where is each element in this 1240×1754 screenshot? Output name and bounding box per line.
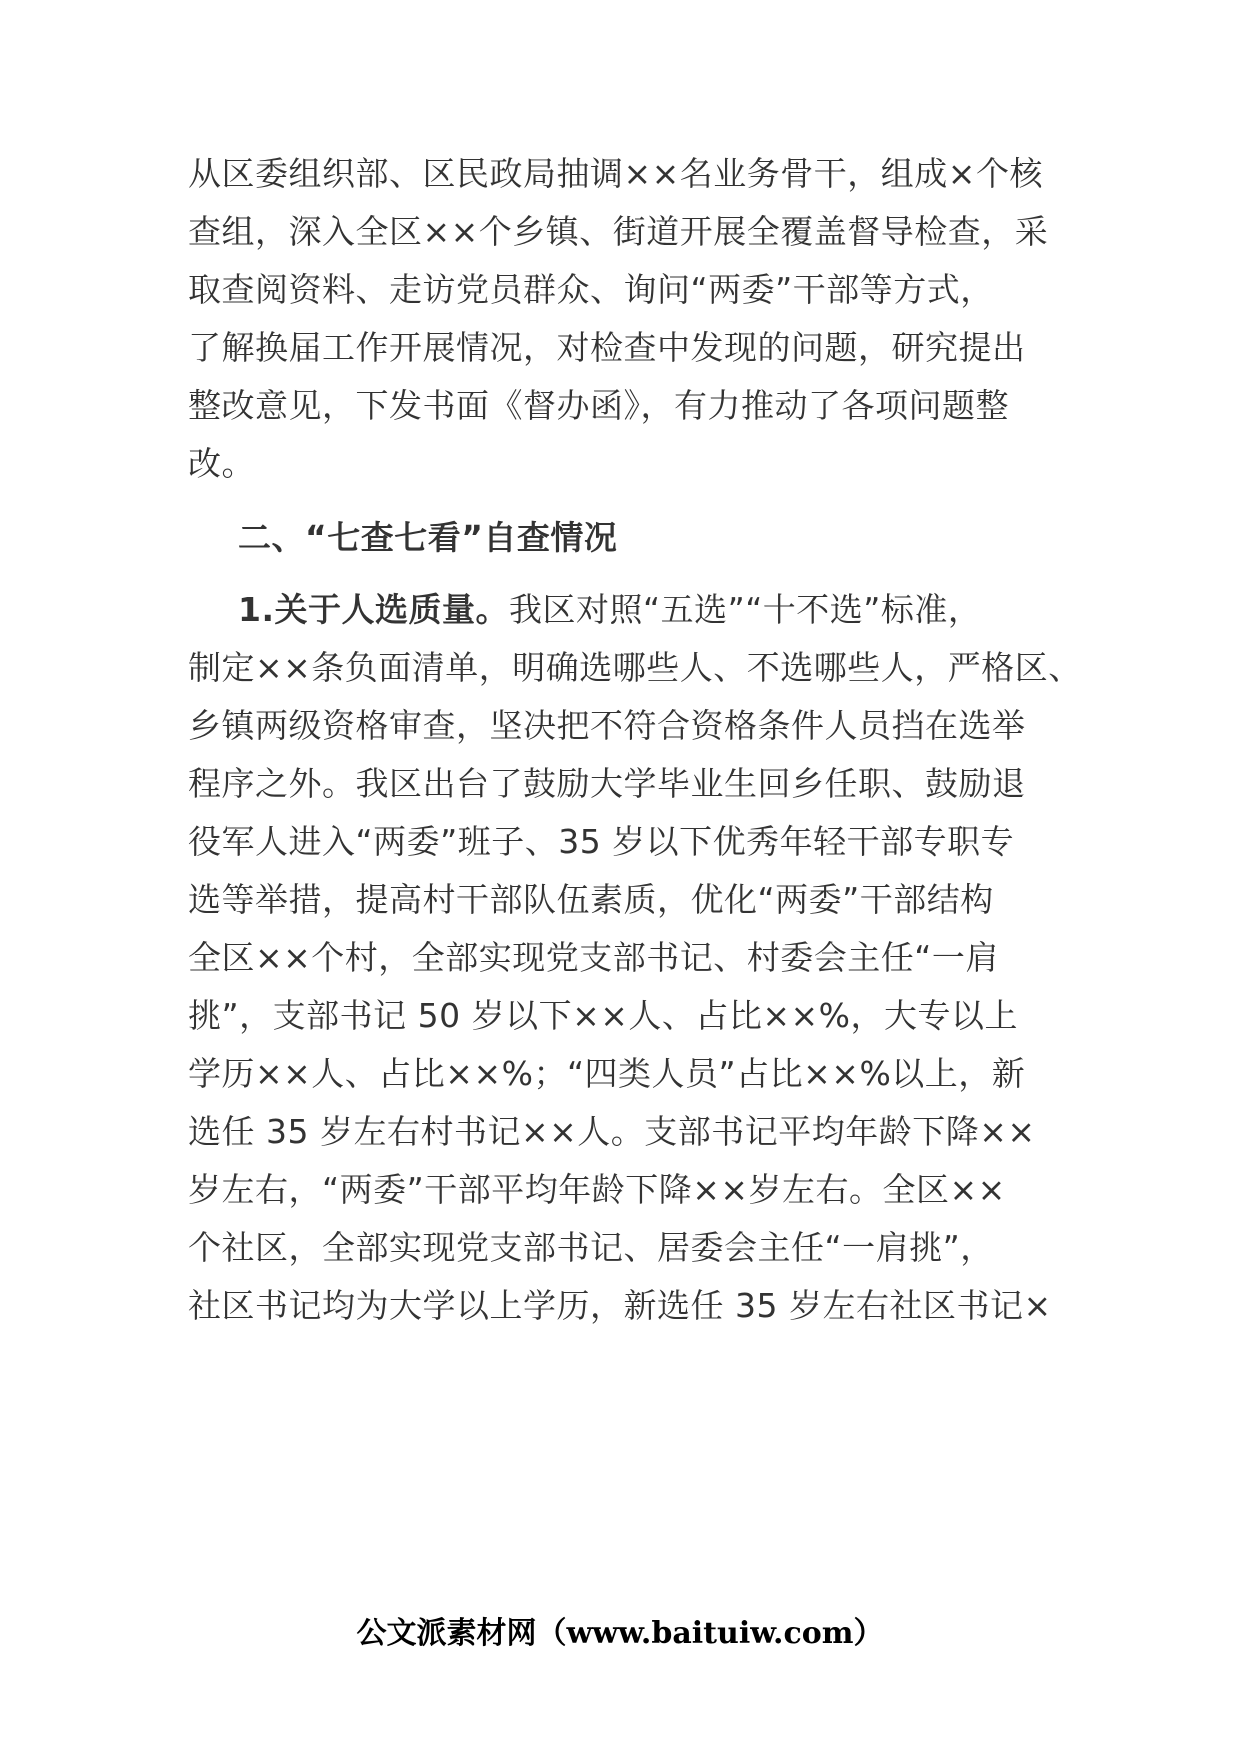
paragraph-first-line [238,588,981,632]
page-footer: 公文派素材网（www.baituiw.com） [356,1616,884,1651]
paragraph-first-line-text: 我区对照“五选”“十不选”标准， [509,590,982,629]
text-line: 从区委组织部、区民政局抽调××名业务骨干，组成×个核 [188,154,1043,193]
text-line: 制定××条负面清单，明确选哪些人、不选哪些人，严格区、 [188,648,1082,687]
text-line: 选任 35 岁左右村书记××人。支部书记平均年龄下降×× [188,1112,1036,1151]
section-heading: 二、“七查七看”自查情况 [238,518,618,557]
text-line: 程序之外。我区出台了鼓励大学毕业生回乡任职、鼓励退 [188,764,1026,803]
paragraph-lead: 1.关于人选质量。 [238,590,509,629]
text-line: 役军人进入“两委”班子、35 岁以下优秀年轻干部专职专 [188,822,1015,861]
text-line: 挑”，支部书记 50 岁以下××人、占比××%，大专以上 [188,996,1019,1035]
text-line: 取查阅资料、走访党员群众、询问“两委”干部等方式， [188,270,994,309]
text-line: 选等举措，提高村干部队伍素质，优化“两委”干部结构 [188,880,994,919]
text-line: 查组，深入全区××个乡镇、街道开展全覆盖督导检查，采 [188,212,1049,251]
text-line: 改。 [188,444,255,483]
text-line: 全区××个村，全部实现党支部书记、村委会主任“一肩 [188,938,999,977]
text-line: 乡镇两级资格审查，坚决把不符合资格条件人员挡在选举 [188,706,1026,745]
text-line: 整改意见，下发书面《督办函》，有力推动了各项问题整 [188,386,1009,425]
text-line: 社区书记均为大学以上学历，新选任 35 岁左右社区书记× [188,1286,1052,1325]
text-line: 学历××人、占比××%；“四类人员”占比××%以上，新 [188,1054,1026,1093]
text-line: 了解换届工作开展情况，对检查中发现的问题，研究提出 [188,328,1026,367]
text-line: 岁左右，“两委”干部平均年龄下降××岁左右。全区×× [188,1170,1006,1209]
text-line: 个社区，全部实现党支部书记、居委会主任“一肩挑”， [188,1228,994,1267]
